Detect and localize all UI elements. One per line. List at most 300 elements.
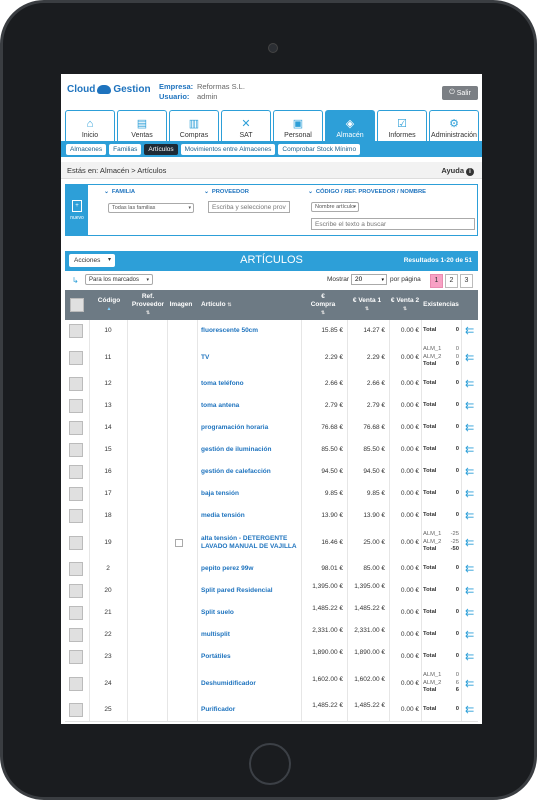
column-divider (389, 558, 390, 580)
tab-label: Compras (179, 132, 209, 139)
column-divider (421, 624, 422, 646)
column-divider (197, 602, 198, 624)
column-divider (301, 342, 302, 373)
sale-price-1: 13.90 € (363, 512, 385, 519)
table-row[interactable] (65, 483, 478, 506)
row-checkbox-cell (69, 562, 85, 576)
home-icon: ⌂ (86, 118, 94, 130)
col-venta2[interactable] (389, 290, 421, 320)
code-cell: 17 (104, 490, 112, 497)
column-divider (389, 624, 390, 646)
empresa-value: Reformas S.L. (197, 82, 245, 91)
row-checkbox-cell (69, 584, 85, 598)
stock-line (423, 631, 459, 639)
purchase-price: 1,602.00 € (312, 675, 343, 683)
column-divider (167, 580, 168, 602)
article-name-link[interactable]: baja tensión (201, 490, 239, 497)
column-divider (389, 395, 390, 417)
subnav-item-4[interactable]: Comprobar Stock Mínimo (278, 144, 360, 155)
stock-warehouse: Total (423, 490, 437, 497)
stock-line (423, 402, 459, 410)
home-button[interactable] (249, 743, 291, 785)
column-divider (89, 461, 90, 483)
column-divider (461, 668, 462, 699)
row-checkbox[interactable] (69, 703, 83, 717)
column-divider (421, 580, 422, 602)
subnav-item-0[interactable]: Almacenes (66, 144, 106, 155)
column-divider (301, 602, 302, 624)
table-row[interactable] (65, 505, 478, 528)
table-row[interactable] (65, 461, 478, 484)
page-2[interactable]: 3 (460, 274, 473, 288)
col-compra[interactable] (301, 290, 345, 320)
row-checkbox[interactable] (69, 628, 83, 642)
article-name-link[interactable]: Purificador (201, 706, 236, 713)
column-divider (461, 439, 462, 461)
familia-select[interactable] (108, 203, 194, 213)
column-divider (89, 395, 90, 417)
table-row[interactable] (65, 373, 478, 396)
movements-icon[interactable]: ⇇ (465, 651, 475, 663)
sale-price-1: 2.29 € (366, 353, 385, 361)
article-name-link[interactable]: Portátiles (201, 653, 231, 660)
column-divider (167, 461, 168, 483)
sort-icon: ⇅ (320, 310, 326, 316)
column-divider (301, 461, 302, 483)
col-ref-label: Ref. Proveedor (131, 293, 165, 308)
stock-qty: 0 (455, 380, 459, 387)
row-checkbox[interactable] (69, 509, 83, 523)
article-name-link[interactable]: Split suelo (201, 609, 234, 616)
column-divider (421, 646, 422, 668)
search-field-select[interactable] (311, 202, 359, 212)
row-checkbox-cell (69, 509, 85, 523)
table-header (65, 290, 478, 320)
stock-qty: -25 (450, 538, 459, 545)
stock-cell (423, 672, 459, 695)
stock-line (423, 424, 459, 432)
column-divider (347, 395, 348, 417)
column-divider (197, 580, 198, 602)
tab-label: Informes (388, 132, 416, 139)
sale-price-2: 0.00 € (400, 538, 419, 546)
tools-icon: ✕ (241, 118, 251, 130)
tab-label: SAT (239, 132, 253, 139)
sort-icon: ⇅ (227, 302, 232, 308)
article-name-link[interactable]: gestión de iluminación (201, 446, 272, 453)
tab-5[interactable] (325, 110, 375, 141)
stock-cell (423, 424, 459, 432)
column-divider (461, 373, 462, 395)
column-divider (347, 342, 348, 373)
stock-qty: 0 (455, 672, 459, 679)
stock-warehouse: Total (423, 327, 437, 334)
new-article-button[interactable] (66, 185, 88, 235)
sales-icon: ▤ (136, 118, 148, 130)
exit-button[interactable] (442, 86, 478, 100)
stock-cell (423, 653, 459, 661)
column-divider (167, 483, 168, 505)
col-imagen-label: Imagen (169, 301, 193, 308)
articles-table-body (65, 320, 478, 724)
tab-4[interactable] (273, 110, 323, 141)
tab-0[interactable] (65, 110, 115, 141)
table-row[interactable] (65, 624, 478, 647)
stock-qty: 6 (455, 679, 459, 686)
row-checkbox[interactable] (69, 377, 83, 391)
column-divider (89, 527, 90, 558)
row-checkbox[interactable] (69, 421, 83, 435)
sale-price-2: 0.00 € (400, 468, 419, 475)
code-cell: 18 (104, 512, 112, 519)
column-divider (167, 505, 168, 527)
gears-icon: ⚙ (449, 118, 459, 130)
chevron-down-icon: ⌄ (104, 189, 109, 195)
stock-warehouse: Total (423, 706, 437, 713)
select-arrow-icon: ▾ (146, 277, 149, 283)
purchase-price: 1,485.22 € (312, 702, 343, 709)
movements-icon[interactable]: ⇇ (465, 677, 475, 690)
table-row[interactable] (65, 668, 478, 700)
movements-icon[interactable]: ⇇ (465, 488, 475, 500)
column-divider (301, 527, 302, 558)
tab-1[interactable] (117, 110, 167, 141)
column-divider (197, 373, 198, 395)
sale-price-2: 0.00 € (400, 327, 419, 334)
movements-icon[interactable]: ⇇ (465, 629, 475, 641)
article-name-link[interactable]: alta tensión - DETERGENTE LAVADO MANUAL DE VAJILLA (201, 534, 297, 550)
code-cell: 25 (104, 706, 112, 713)
table-row[interactable] (65, 439, 478, 462)
sort-asc-icon: ▲ (106, 306, 112, 312)
stock-warehouse: Total (423, 587, 437, 594)
column-divider (389, 417, 390, 439)
column-divider (301, 624, 302, 646)
column-divider (197, 461, 198, 483)
column-divider (127, 439, 128, 461)
sale-price-2: 0.00 € (400, 706, 419, 713)
stock-cell (423, 609, 459, 617)
column-divider (389, 439, 390, 461)
purchase-price: 98.01 € (321, 565, 343, 572)
code-cell: 20 (104, 587, 112, 594)
column-divider (301, 668, 302, 699)
stock-line (423, 672, 459, 680)
search-input[interactable] (311, 218, 475, 230)
stock-cell (423, 380, 459, 388)
movements-icon[interactable]: ⇇ (465, 325, 475, 337)
code-cell: 19 (104, 538, 112, 546)
logo-text-2: Gestion (113, 84, 151, 95)
column-divider (127, 668, 128, 699)
proveedor-label-text: PROVEEDOR (211, 189, 249, 195)
row-checkbox[interactable] (69, 487, 83, 501)
stock-warehouse: Total (423, 468, 437, 475)
movements-icon[interactable]: ⇇ (465, 563, 475, 575)
stock-warehouse: ALM_2 (423, 538, 442, 545)
stock-line (423, 565, 459, 573)
stock-warehouse: Total (423, 687, 437, 694)
movements-icon[interactable]: ⇇ (465, 422, 475, 434)
reports-icon: ☑ (397, 118, 407, 130)
row-checkbox[interactable] (69, 650, 83, 664)
purchase-price: 1,890.00 € (312, 649, 343, 656)
purchase-price: 1,395.00 € (312, 583, 343, 590)
column-divider (461, 417, 462, 439)
col-codigo-label: Código (97, 297, 121, 304)
purchase-price: 13.90 € (321, 512, 343, 519)
column-divider (461, 699, 462, 721)
movements-icon[interactable]: ⇇ (465, 400, 475, 412)
column-divider (347, 646, 348, 668)
sale-price-2: 0.00 € (400, 402, 419, 409)
subnav-item-1[interactable]: Familias (109, 144, 141, 155)
movements-icon[interactable]: ⇇ (465, 466, 475, 478)
column-divider (461, 527, 462, 558)
subnav-item-2[interactable]: Artículos (144, 144, 177, 155)
column-divider (301, 439, 302, 461)
table-row[interactable] (65, 527, 478, 559)
broken-image-icon (175, 539, 183, 547)
power-icon: ⏻ (449, 89, 455, 96)
column-divider (421, 461, 422, 483)
column-divider (167, 602, 168, 624)
table-row[interactable] (65, 646, 478, 669)
stock-warehouse: Total (423, 424, 437, 431)
breadcrumb-text: Estás en: Almacén > Artículos (67, 166, 167, 175)
column-divider (461, 483, 462, 505)
row-checkbox[interactable] (69, 606, 83, 620)
stock-line (423, 609, 459, 617)
codigo-label-text: CÓDIGO / REF. PROVEEDOR / NOMBRE (315, 189, 427, 195)
article-name-link[interactable]: multisplit (201, 631, 230, 638)
stock-qty: 0 (455, 609, 459, 616)
sale-price-1: 2.79 € (366, 402, 385, 409)
code-cell: 11 (104, 353, 112, 361)
column-divider (127, 461, 128, 483)
column-divider (89, 483, 90, 505)
column-divider (197, 624, 198, 646)
movements-icon[interactable]: ⇇ (465, 607, 475, 619)
row-checkbox[interactable] (69, 465, 83, 479)
column-divider (347, 624, 348, 646)
column-divider (89, 602, 90, 624)
movements-icon[interactable]: ⇇ (465, 585, 475, 597)
person-icon: ▣ (292, 118, 304, 130)
per-page-select[interactable] (351, 274, 387, 285)
stock-qty: 6 (455, 687, 459, 694)
article-name-link[interactable]: gestión de calefacción (201, 468, 271, 475)
stock-qty: 0 (455, 361, 459, 368)
tab-7[interactable] (429, 110, 479, 141)
movements-icon[interactable]: ⇇ (465, 444, 475, 456)
stock-qty: 0 (455, 402, 459, 409)
stock-line (423, 446, 459, 454)
page-0[interactable]: 1 (430, 274, 443, 288)
code-cell: 10 (104, 327, 112, 334)
column-divider (389, 505, 390, 527)
column-divider (167, 558, 168, 580)
article-name-link[interactable]: Split pared Residencial (201, 587, 273, 594)
tab-label: Inicio (81, 132, 99, 139)
stock-cell (423, 468, 459, 476)
column-divider (389, 342, 390, 373)
usuario-label: Usuario: (159, 92, 190, 101)
sale-price-1: 14.27 € (363, 327, 385, 334)
column-divider (301, 646, 302, 668)
table-toolbar (65, 272, 478, 289)
article-name-link[interactable]: media tensión (201, 512, 245, 519)
stock-cell (423, 346, 459, 369)
stock-warehouse: Total (423, 546, 437, 553)
row-checkbox[interactable] (69, 443, 83, 457)
column-divider (461, 505, 462, 527)
table-row[interactable] (65, 342, 478, 374)
table-row[interactable] (65, 580, 478, 603)
movements-icon[interactable]: ⇇ (465, 510, 475, 522)
column-divider (197, 395, 198, 417)
table-row[interactable] (65, 699, 478, 722)
proveedor-placeholder: Escriba y seleccione prov (212, 204, 286, 211)
select-arrow-icon: ▾ (188, 205, 191, 211)
show-label: Mostrar (327, 276, 350, 283)
stock-warehouse: Total (423, 512, 437, 519)
col-venta2-label: € Venta 2 (390, 297, 420, 304)
code-cell: 23 (104, 653, 112, 660)
column-divider (461, 342, 462, 373)
purchase-price: 2.66 € (324, 380, 343, 387)
stock-line (423, 490, 459, 498)
column-divider (89, 373, 90, 395)
logo-text: Cloud (67, 84, 96, 95)
column-divider (301, 699, 302, 721)
sale-price-1: 1,890.00 € (354, 649, 385, 656)
help-link[interactable] (441, 166, 474, 176)
table-row[interactable] (65, 602, 478, 625)
column-divider (197, 320, 198, 342)
col-ref-proveedor[interactable] (129, 290, 167, 320)
sale-price-1: 94.50 € (363, 468, 385, 475)
movements-icon[interactable]: ⇇ (465, 351, 475, 364)
sale-price-1: 76.68 € (363, 424, 385, 431)
tab-2[interactable] (169, 110, 219, 141)
article-name-link[interactable]: fluorescente 50cm (201, 327, 259, 334)
article-name-link[interactable]: pepito perez 99w (201, 565, 254, 572)
column-divider (127, 395, 128, 417)
column-divider (89, 439, 90, 461)
stock-warehouse: ALM_2 (423, 353, 442, 360)
page-1[interactable]: 2 (445, 274, 458, 288)
proveedor-input[interactable] (208, 201, 290, 213)
article-name-link[interactable]: toma teléfono (201, 380, 244, 387)
row-checkbox[interactable] (69, 351, 83, 365)
stock-cell (423, 631, 459, 639)
stock-cell (423, 565, 459, 573)
code-cell: 2 (106, 565, 110, 572)
sale-price-2: 0.00 € (400, 679, 419, 687)
movements-icon[interactable]: ⇇ (465, 704, 475, 716)
tab-3[interactable] (221, 110, 271, 141)
sale-price-1: 1,485.22 € (354, 702, 385, 709)
movements-icon[interactable]: ⇇ (465, 536, 475, 549)
table-row[interactable] (65, 417, 478, 440)
stock-cell (423, 327, 459, 335)
sale-price-2: 0.00 € (400, 587, 419, 594)
row-checkbox[interactable] (69, 584, 83, 598)
movements-icon[interactable]: ⇇ (465, 378, 475, 390)
column-divider (167, 439, 168, 461)
col-venta1[interactable] (347, 290, 387, 320)
select-all-checkbox[interactable] (70, 298, 84, 312)
column-divider (167, 624, 168, 646)
column-divider (197, 342, 198, 373)
column-divider (389, 320, 390, 342)
table-row[interactable] (65, 558, 478, 581)
row-checkbox-cell (69, 650, 85, 664)
column-divider (421, 602, 422, 624)
code-cell: 21 (104, 609, 112, 616)
column-divider (197, 439, 198, 461)
stock-qty: 0 (455, 631, 459, 638)
bulk-action-label: Para los marcados (89, 277, 140, 283)
cloud-icon (97, 85, 111, 94)
article-name-link[interactable]: TV (201, 353, 210, 361)
tab-label: Personal (284, 132, 312, 139)
codigo-label (308, 189, 426, 195)
tab-6[interactable] (377, 110, 427, 141)
row-checkbox[interactable] (69, 536, 83, 550)
stock-qty: 0 (455, 353, 459, 360)
column-divider (347, 668, 348, 699)
stock-qty: 0 (455, 587, 459, 594)
row-checkbox[interactable] (69, 399, 83, 413)
col-codigo[interactable] (91, 290, 127, 320)
row-checkbox[interactable] (69, 562, 83, 576)
bulk-action-select[interactable] (85, 274, 153, 285)
stock-line (423, 354, 459, 362)
table-row[interactable] (65, 320, 478, 343)
column-divider (197, 699, 198, 721)
per-page-value: 20 (355, 276, 363, 283)
stock-line (423, 653, 459, 661)
row-checkbox[interactable] (69, 324, 83, 338)
column-divider (389, 461, 390, 483)
subnav-item-3[interactable]: Movimientos entre Almacenes (181, 144, 276, 155)
stock-qty: 0 (455, 468, 459, 475)
article-name-link[interactable]: toma antena (201, 402, 240, 409)
usuario-value: admin (197, 92, 218, 101)
row-checkbox-cell (69, 351, 85, 365)
stock-warehouse: Total (423, 609, 437, 616)
sale-price-1: 25.00 € (363, 538, 385, 546)
row-checkbox[interactable] (69, 677, 83, 691)
column-divider (389, 483, 390, 505)
results-count: Resultados 1-20 de 51 (403, 257, 472, 264)
column-divider (347, 602, 348, 624)
actions-dropdown[interactable] (69, 254, 115, 267)
sale-price-2: 0.00 € (400, 653, 419, 660)
row-checkbox-cell (69, 677, 85, 691)
article-name-link[interactable]: Deshumidificador (201, 679, 256, 687)
app-logo[interactable] (67, 84, 151, 95)
stock-line (423, 468, 459, 476)
article-name-link[interactable]: programación horaria (201, 424, 269, 431)
code-cell: 12 (104, 380, 112, 387)
column-divider (127, 646, 128, 668)
row-checkbox-cell (69, 465, 85, 479)
search-placeholder: Escribe el texto a buscar (315, 221, 387, 228)
table-row[interactable] (65, 395, 478, 418)
